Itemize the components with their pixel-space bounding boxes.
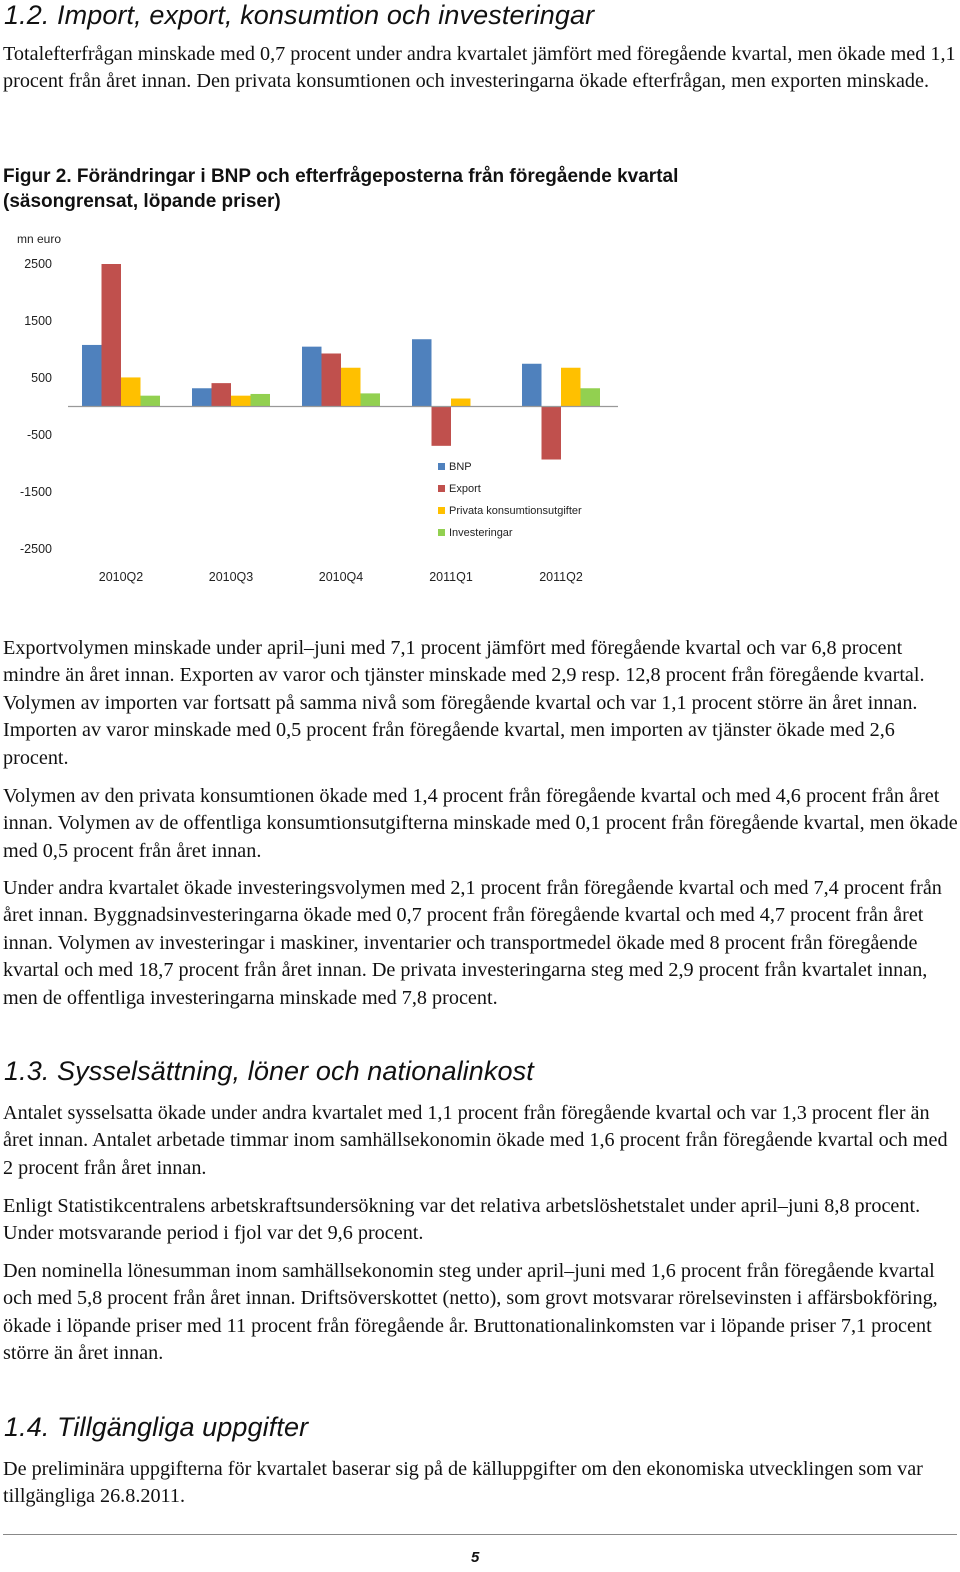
- bar-export-2011Q2: [542, 407, 562, 460]
- legend-label: BNP: [449, 461, 472, 473]
- bar-export-2011Q1: [432, 407, 452, 446]
- bar-bnp-2011Q1: [412, 339, 432, 406]
- legend-label: Investeringar: [449, 527, 513, 539]
- legend-swatch: [438, 529, 445, 536]
- section-1-3-paragraph-2: Enligt Statistikcentralens arbetskraftsundersökning var det relativa arbetslöshetstalet under april–juni 8,8 procent. Under motsvarande period i fjol var det 9,6 procent.: [3, 1195, 921, 1245]
- bar-investeringar-2010Q4: [361, 393, 381, 406]
- y-tick-label: -2500: [20, 542, 52, 556]
- section-heading-1-4: 1.4. Tillgängliga uppgifter: [4, 1412, 309, 1442]
- x-tick-label: 2011Q2: [539, 570, 583, 584]
- section-heading-1-2: 1.2. Import, export, konsumtion och investeringar: [4, 0, 595, 30]
- figure-caption: Figur 2. Förändringar i BNP och efterfrågeposterna från föregående kvartal (säsongrensat, löpande priser): [3, 166, 679, 212]
- legend-label: Privata konsumtionsutgifter: [449, 505, 582, 517]
- section-1-2-paragraph-1: Exportvolymen minskade under april–juni med 7,1 procent jämfört med föregående kvartal och var 6,8 procent mindre än året innan. Exporten av varor och tjänster minskade med 2,9 resp. 12,8 procent från föregående kvartal. Volymen av importen var fortsatt på samma nivå som föregående kvartal och var 1,1 procent större än året innan. Importen av varor minskade med 0,5 procent från föregående kvartal, men importen av tjänster ökade med 2,6 procent.: [3, 637, 925, 769]
- y-tick-label: 1500: [24, 314, 52, 328]
- bar-bnp-2010Q2: [82, 345, 102, 407]
- x-tick-label: 2010Q4: [318, 570, 364, 584]
- bar-privata-konsumtionsutgifter-2010Q2: [121, 377, 141, 406]
- bar-investeringar-2010Q3: [251, 394, 271, 407]
- section-1-3-paragraph-1: Antalet sysselsatta ökade under andra kvartalet med 1,1 procent från föregående kvartal och var 1,3 procent fler än året innan. Antalet arbetade timmar inom samhällsekonomin ökade med 1,6 procent från föregående kvartal och med 2 procent från året innan.: [3, 1102, 948, 1179]
- legend-swatch: [438, 507, 445, 514]
- section-1-2-intro: Totalefterfrågan minskade med 0,7 procent under andra kvartalet jämfört med föregående kvartal, men ökade med 1,1 procent från året innan. Den privata konsumtionen och investeringarna ökade efterfrågan, men exporten minskade.: [3, 43, 956, 93]
- y-tick-label: 500: [31, 371, 52, 385]
- bar-export-2010Q2: [102, 264, 122, 407]
- section-1-2-paragraph-3: Under andra kvartalet ökade investeringsvolymen med 2,1 procent från föregående kvartal och med 7,4 procent från året innan. Byggnadsinvesteringarna ökade med 0,7 procent från föregående kvartal och med 4,7 procent från året innan. Volymen av investeringar i maskiner, inventarier och transportmedel ökade med 8 procent från föregående kvartal och med 18,7 procent från året innan. De privata investeringarna steg med 2,9 procent från kvartalet innan, men de offentliga investeringarna minskade med 7,8 procent.: [3, 877, 942, 1009]
- section-1-3-paragraph-3: Den nominella lönesumman inom samhällsekonomin steg under april–juni med 1,6 procent från föregående kvartal och med 5,8 procent från året innan. Driftsöverskottet (netto), som grovt motsvarar rörelsevinsten i affärsbokföring, ökade i löpande priser med 11 procent från föregående år. Bruttonationalinkomsten var i löpande priser 7,1 procent större än året innan.: [3, 1260, 938, 1365]
- bar-investeringar-2011Q2: [581, 388, 601, 406]
- x-tick-label: 2011Q1: [429, 570, 473, 584]
- bar-bnp-2011Q2: [522, 364, 542, 407]
- section-heading-1-3: 1.3. Sysselsättning, löner och nationalinkost: [4, 1056, 534, 1086]
- footer-divider: [3, 1534, 957, 1535]
- y-tick-label: 2500: [24, 257, 52, 271]
- legend-swatch: [438, 485, 445, 492]
- bar-investeringar-2010Q2: [141, 396, 161, 407]
- legend-swatch: [438, 463, 445, 470]
- section-1-4-paragraph-1: De preliminära uppgifterna för kvartalet baserar sig på de källuppgifter om den ekonomiska utvecklingen som var tillgängliga 26.8.2011.: [3, 1458, 923, 1508]
- legend-label: Export: [449, 483, 481, 495]
- bar-export-2010Q4: [322, 353, 342, 406]
- bar-privata-konsumtionsutgifter-2010Q4: [341, 368, 361, 407]
- bar-chart: [0, 220, 960, 600]
- page-number: 5: [471, 1549, 480, 1566]
- y-tick-label: -500: [26, 428, 52, 442]
- bar-privata-konsumtionsutgifter-2011Q2: [561, 368, 581, 407]
- bar-bnp-2010Q3: [192, 388, 212, 406]
- y-tick-label: -1500: [20, 485, 52, 499]
- bar-export-2010Q3: [212, 383, 232, 406]
- x-tick-label: 2010Q3: [208, 570, 254, 584]
- y-axis-unit-label: mn euro: [17, 232, 62, 246]
- section-1-2-paragraph-2: Volymen av den privata konsumtionen ökade med 1,4 procent från föregående kvartal och med 4,6 procent från året innan. Volymen av de offentliga konsumtionsutgifterna minskade med 0,1 procent från föregående kvartal, men ökade med 0,5 procent från året innan.: [3, 785, 958, 862]
- bar-bnp-2010Q4: [302, 347, 322, 407]
- x-tick-label: 2010Q2: [98, 570, 144, 584]
- bar-privata-konsumtionsutgifter-2011Q1: [451, 399, 471, 407]
- bar-privata-konsumtionsutgifter-2010Q3: [231, 396, 251, 407]
